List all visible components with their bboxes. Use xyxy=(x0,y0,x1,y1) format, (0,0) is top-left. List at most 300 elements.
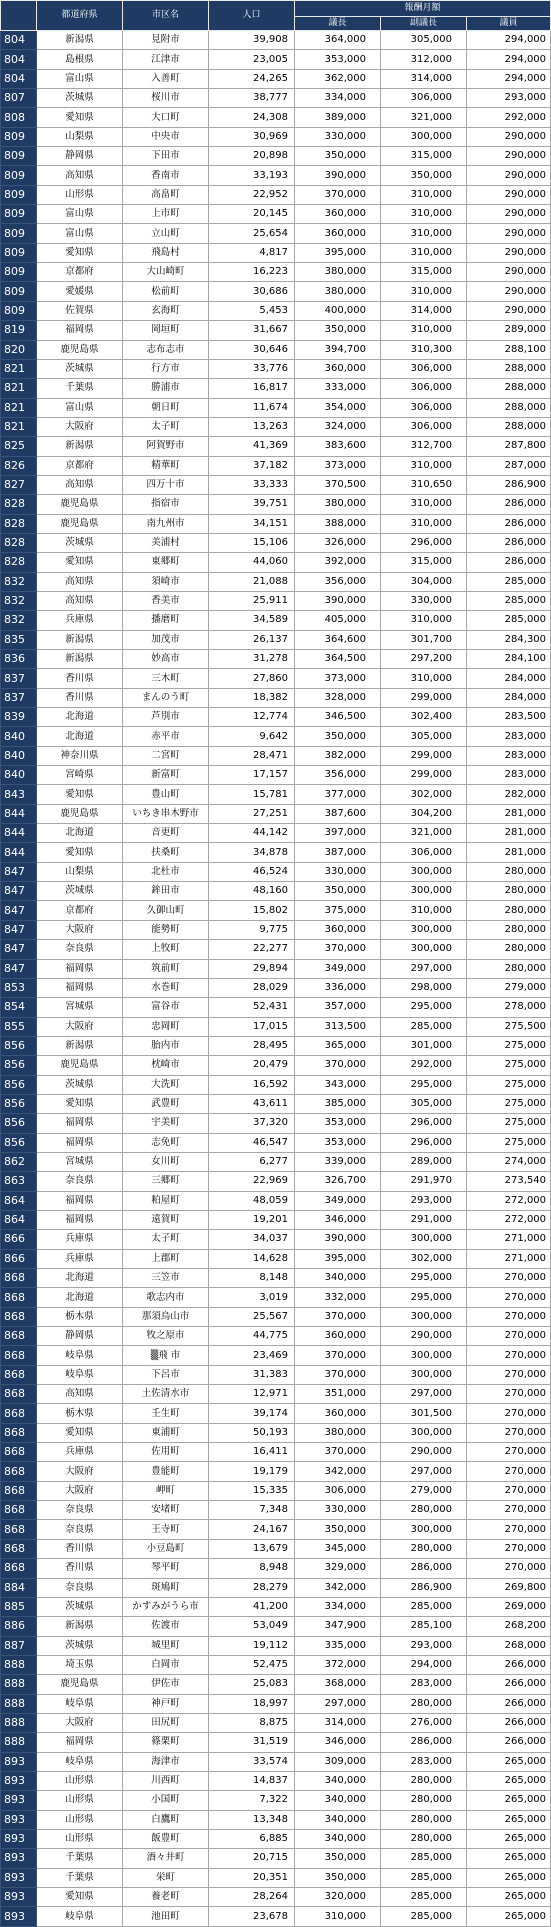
cell-member-pay: 265,000 xyxy=(467,1771,551,1790)
cell-city: 岬町 xyxy=(123,1481,209,1500)
cell-chair-pay: 370,000 xyxy=(295,1346,381,1365)
cell-population: 14,628 xyxy=(209,1249,295,1268)
table-row xyxy=(1,1423,551,1442)
table-row xyxy=(1,1230,551,1249)
cell-rank: 887 xyxy=(1,1636,37,1655)
table-row xyxy=(1,650,551,669)
cell-population: 46,547 xyxy=(209,1133,295,1152)
cell-vice-chair-pay: 285,000 xyxy=(381,1597,467,1616)
cell-prefecture: 福岡県 xyxy=(37,1733,123,1752)
cell-vice-chair-pay: 280,000 xyxy=(381,1810,467,1829)
cell-chair-pay: 334,000 xyxy=(295,1597,381,1616)
cell-member-pay: 284,000 xyxy=(467,688,551,707)
cell-vice-chair-pay: 295,000 xyxy=(381,1269,467,1288)
cell-prefecture: 福岡県 xyxy=(37,1191,123,1210)
cell-rank: 856 xyxy=(1,1075,37,1094)
cell-prefecture: 福岡県 xyxy=(37,321,123,340)
cell-rank: 847 xyxy=(1,862,37,881)
cell-rank: 843 xyxy=(1,785,37,804)
cell-population: 23,469 xyxy=(209,1346,295,1365)
cell-vice-chair-pay: 301,700 xyxy=(381,630,467,649)
cell-population: 3,019 xyxy=(209,1288,295,1307)
cell-rank: 853 xyxy=(1,978,37,997)
table-row xyxy=(1,1172,551,1191)
cell-rank: 809 xyxy=(1,301,37,320)
cell-city: 芦別市 xyxy=(123,708,209,727)
cell-population: 7,348 xyxy=(209,1501,295,1520)
cell-chair-pay: 342,000 xyxy=(295,1578,381,1597)
cell-population: 17,157 xyxy=(209,766,295,785)
cell-vice-chair-pay: 285,000 xyxy=(381,1868,467,1887)
cell-vice-chair-pay: 300,000 xyxy=(381,882,467,901)
cell-vice-chair-pay: 310,000 xyxy=(381,282,467,301)
cell-chair-pay: 370,000 xyxy=(295,1365,381,1384)
cell-member-pay: 270,000 xyxy=(467,1462,551,1481)
cell-prefecture: 愛知県 xyxy=(37,785,123,804)
cell-vice-chair-pay: 306,000 xyxy=(381,89,467,108)
cell-rank: 809 xyxy=(1,127,37,146)
cell-vice-chair-pay: 294,000 xyxy=(381,1655,467,1674)
cell-vice-chair-pay: 312,700 xyxy=(381,437,467,456)
cell-population: 12,774 xyxy=(209,708,295,727)
cell-city: 立山町 xyxy=(123,224,209,243)
cell-member-pay: 266,000 xyxy=(467,1713,551,1732)
cell-chair-pay: 360,000 xyxy=(295,224,381,243)
cell-rank: 836 xyxy=(1,650,37,669)
cell-rank: 844 xyxy=(1,843,37,862)
cell-population: 22,969 xyxy=(209,1172,295,1191)
cell-member-pay: 265,000 xyxy=(467,1907,551,1926)
cell-rank: 868 xyxy=(1,1327,37,1346)
cell-city: 松前町 xyxy=(123,282,209,301)
cell-chair-pay: 370,000 xyxy=(295,1307,381,1326)
cell-vice-chair-pay: 310,300 xyxy=(381,340,467,359)
cell-chair-pay: 400,000 xyxy=(295,301,381,320)
cell-vice-chair-pay: 302,400 xyxy=(381,708,467,727)
cell-population: 25,654 xyxy=(209,224,295,243)
table-row xyxy=(1,572,551,591)
cell-city: 白岡市 xyxy=(123,1655,209,1674)
cell-member-pay: 270,000 xyxy=(467,1559,551,1578)
table-row xyxy=(1,1133,551,1152)
cell-city: 武豊町 xyxy=(123,1094,209,1113)
cell-member-pay: 275,500 xyxy=(467,1017,551,1036)
cell-chair-pay: 370,000 xyxy=(295,1056,381,1075)
table-row xyxy=(1,437,551,456)
cell-member-pay: 272,000 xyxy=(467,1191,551,1210)
cell-rank: 832 xyxy=(1,572,37,591)
cell-chair-pay: 385,000 xyxy=(295,1094,381,1113)
table-row xyxy=(1,147,551,166)
cell-vice-chair-pay: 304,000 xyxy=(381,572,467,591)
cell-city: 小豆島町 xyxy=(123,1539,209,1558)
table-row xyxy=(1,1114,551,1133)
cell-chair-pay: 368,000 xyxy=(295,1675,381,1694)
table-row xyxy=(1,1675,551,1694)
table-row xyxy=(1,862,551,881)
cell-prefecture: 茨城県 xyxy=(37,882,123,901)
cell-member-pay: 290,000 xyxy=(467,185,551,204)
cell-vice-chair-pay: 285,000 xyxy=(381,1849,467,1868)
table-row xyxy=(1,108,551,127)
cell-city: 扶桑町 xyxy=(123,843,209,862)
table-row xyxy=(1,282,551,301)
header-population: 人口 xyxy=(209,1,295,31)
cell-rank: 885 xyxy=(1,1597,37,1616)
table-row xyxy=(1,1210,551,1229)
cell-population: 16,592 xyxy=(209,1075,295,1094)
table-row xyxy=(1,1191,551,1210)
cell-member-pay: 290,000 xyxy=(467,166,551,185)
cell-chair-pay: 353,000 xyxy=(295,50,381,69)
cell-population: 20,715 xyxy=(209,1849,295,1868)
table-row xyxy=(1,1385,551,1404)
cell-rank: 809 xyxy=(1,205,37,224)
cell-prefecture: 高知県 xyxy=(37,572,123,591)
cell-prefecture: 富山県 xyxy=(37,205,123,224)
table-row xyxy=(1,321,551,340)
cell-prefecture: 山梨県 xyxy=(37,127,123,146)
cell-rank: 893 xyxy=(1,1888,37,1907)
cell-population: 28,264 xyxy=(209,1888,295,1907)
table-row xyxy=(1,1849,551,1868)
cell-rank: 868 xyxy=(1,1423,37,1442)
cell-population: 39,908 xyxy=(209,31,295,50)
cell-vice-chair-pay: 300,000 xyxy=(381,1365,467,1384)
cell-prefecture: 鹿児島県 xyxy=(37,495,123,514)
cell-vice-chair-pay: 291,000 xyxy=(381,1210,467,1229)
cell-prefecture: 茨城県 xyxy=(37,1636,123,1655)
cell-prefecture: 大阪府 xyxy=(37,920,123,939)
cell-vice-chair-pay: 306,000 xyxy=(381,843,467,862)
cell-member-pay: 283,500 xyxy=(467,708,551,727)
cell-chair-pay: 350,000 xyxy=(295,1868,381,1887)
cell-prefecture: 栃木県 xyxy=(37,1307,123,1326)
cell-city: 中央市 xyxy=(123,127,209,146)
cell-population: 28,279 xyxy=(209,1578,295,1597)
table-row xyxy=(1,824,551,843)
cell-vice-chair-pay: 302,000 xyxy=(381,1249,467,1268)
table-row xyxy=(1,224,551,243)
cell-member-pay: 280,000 xyxy=(467,959,551,978)
cell-vice-chair-pay: 297,000 xyxy=(381,1385,467,1404)
cell-population: 39,174 xyxy=(209,1404,295,1423)
cell-vice-chair-pay: 315,000 xyxy=(381,553,467,572)
table-row xyxy=(1,166,551,185)
cell-city: 水巻町 xyxy=(123,978,209,997)
cell-rank: 893 xyxy=(1,1829,37,1848)
table-row xyxy=(1,1810,551,1829)
cell-prefecture: 千葉県 xyxy=(37,1849,123,1868)
cell-city: 宇美町 xyxy=(123,1114,209,1133)
table-row xyxy=(1,1655,551,1674)
cell-rank: 868 xyxy=(1,1365,37,1384)
cell-city: 飛島村 xyxy=(123,243,209,262)
cell-chair-pay: 380,000 xyxy=(295,1423,381,1442)
cell-rank: 856 xyxy=(1,1133,37,1152)
cell-prefecture: 山形県 xyxy=(37,185,123,204)
cell-rank: 825 xyxy=(1,437,37,456)
cell-city: 筑前町 xyxy=(123,959,209,978)
cell-chair-pay: 353,000 xyxy=(295,1114,381,1133)
cell-rank: 844 xyxy=(1,804,37,823)
cell-rank: 832 xyxy=(1,611,37,630)
cell-chair-pay: 340,000 xyxy=(295,1791,381,1810)
table-row xyxy=(1,727,551,746)
cell-chair-pay: 395,000 xyxy=(295,1249,381,1268)
table-row xyxy=(1,1501,551,1520)
cell-population: 6,885 xyxy=(209,1829,295,1848)
table-row xyxy=(1,978,551,997)
cell-chair-pay: 364,000 xyxy=(295,31,381,50)
cell-chair-pay: 349,000 xyxy=(295,959,381,978)
cell-chair-pay: 330,000 xyxy=(295,862,381,881)
cell-city: 忠岡町 xyxy=(123,1017,209,1036)
cell-chair-pay: 357,000 xyxy=(295,998,381,1017)
cell-population: 23,678 xyxy=(209,1907,295,1926)
cell-vice-chair-pay: 298,000 xyxy=(381,978,467,997)
cell-city: 大洗町 xyxy=(123,1075,209,1094)
table-row xyxy=(1,1443,551,1462)
cell-vice-chair-pay: 280,000 xyxy=(381,1694,467,1713)
cell-prefecture: 奈良県 xyxy=(37,1578,123,1597)
table-row xyxy=(1,1597,551,1616)
cell-rank: 809 xyxy=(1,282,37,301)
cell-population: 9,642 xyxy=(209,727,295,746)
cell-rank: 864 xyxy=(1,1191,37,1210)
cell-chair-pay: 377,000 xyxy=(295,785,381,804)
cell-chair-pay: 370,000 xyxy=(295,940,381,959)
cell-population: 34,589 xyxy=(209,611,295,630)
cell-population: 18,382 xyxy=(209,688,295,707)
cell-city: 三笠市 xyxy=(123,1269,209,1288)
cell-vice-chair-pay: 314,000 xyxy=(381,301,467,320)
cell-rank: 807 xyxy=(1,89,37,108)
cell-member-pay: 286,000 xyxy=(467,514,551,533)
cell-member-pay: 279,000 xyxy=(467,978,551,997)
cell-vice-chair-pay: 297,000 xyxy=(381,1462,467,1481)
cell-member-pay: 294,000 xyxy=(467,69,551,88)
cell-population: 8,948 xyxy=(209,1559,295,1578)
cell-vice-chair-pay: 306,000 xyxy=(381,379,467,398)
cell-chair-pay: 330,000 xyxy=(295,127,381,146)
cell-prefecture: 愛知県 xyxy=(37,553,123,572)
cell-rank: 868 xyxy=(1,1288,37,1307)
cell-city: いちき串木野市 xyxy=(123,804,209,823)
cell-vice-chair-pay: 350,000 xyxy=(381,166,467,185)
cell-prefecture: 福岡県 xyxy=(37,1133,123,1152)
cell-rank: 888 xyxy=(1,1733,37,1752)
cell-city: 久御山町 xyxy=(123,901,209,920)
cell-vice-chair-pay: 295,000 xyxy=(381,998,467,1017)
cell-prefecture: 大阪府 xyxy=(37,1713,123,1732)
cell-member-pay: 270,000 xyxy=(467,1501,551,1520)
cell-population: 48,160 xyxy=(209,882,295,901)
cell-vice-chair-pay: 305,000 xyxy=(381,1094,467,1113)
cell-member-pay: 288,000 xyxy=(467,417,551,436)
cell-vice-chair-pay: 286,000 xyxy=(381,1559,467,1578)
cell-member-pay: 290,000 xyxy=(467,282,551,301)
table-row xyxy=(1,1907,551,1926)
cell-city: 遠賀町 xyxy=(123,1210,209,1229)
table-row xyxy=(1,1829,551,1848)
cell-population: 41,200 xyxy=(209,1597,295,1616)
cell-member-pay: 293,000 xyxy=(467,89,551,108)
cell-city: 大口町 xyxy=(123,108,209,127)
cell-rank: 893 xyxy=(1,1868,37,1887)
table-row xyxy=(1,340,551,359)
cell-city: 小国町 xyxy=(123,1791,209,1810)
cell-chair-pay: 388,000 xyxy=(295,514,381,533)
cell-population: 46,524 xyxy=(209,862,295,881)
cell-rank: 868 xyxy=(1,1443,37,1462)
cell-vice-chair-pay: 280,000 xyxy=(381,1829,467,1848)
cell-vice-chair-pay: 310,000 xyxy=(381,456,467,475)
cell-city: 妙高市 xyxy=(123,650,209,669)
cell-population: 53,049 xyxy=(209,1617,295,1636)
cell-city: 赤平市 xyxy=(123,727,209,746)
cell-prefecture: 島根県 xyxy=(37,50,123,69)
cell-prefecture: 京都府 xyxy=(37,263,123,282)
header-rank xyxy=(1,1,37,31)
cell-chair-pay: 343,000 xyxy=(295,1075,381,1094)
cell-chair-pay: 353,000 xyxy=(295,1133,381,1152)
table-row xyxy=(1,185,551,204)
cell-member-pay: 270,000 xyxy=(467,1327,551,1346)
cell-city: 東浦町 xyxy=(123,1423,209,1442)
cell-member-pay: 270,000 xyxy=(467,1404,551,1423)
header-member: 議員 xyxy=(467,17,551,31)
cell-rank: 847 xyxy=(1,882,37,901)
cell-vice-chair-pay: 289,000 xyxy=(381,1152,467,1171)
cell-city: 伊佐市 xyxy=(123,1675,209,1694)
cell-population: 34,151 xyxy=(209,514,295,533)
cell-member-pay: 286,000 xyxy=(467,553,551,572)
table-row xyxy=(1,495,551,514)
cell-member-pay: 286,000 xyxy=(467,533,551,552)
cell-rank: 868 xyxy=(1,1385,37,1404)
cell-population: 16,223 xyxy=(209,263,295,282)
cell-member-pay: 288,000 xyxy=(467,398,551,417)
cell-rank: 809 xyxy=(1,224,37,243)
cell-chair-pay: 340,000 xyxy=(295,1810,381,1829)
cell-population: 8,148 xyxy=(209,1269,295,1288)
cell-chair-pay: 387,600 xyxy=(295,804,381,823)
cell-vice-chair-pay: 310,000 xyxy=(381,243,467,262)
cell-vice-chair-pay: 310,650 xyxy=(381,475,467,494)
cell-rank: 884 xyxy=(1,1578,37,1597)
cell-rank: 868 xyxy=(1,1539,37,1558)
cell-member-pay: 270,000 xyxy=(467,1385,551,1404)
table-row xyxy=(1,1094,551,1113)
cell-prefecture: 千葉県 xyxy=(37,1868,123,1887)
cell-rank: 840 xyxy=(1,766,37,785)
cell-vice-chair-pay: 300,000 xyxy=(381,127,467,146)
table-row xyxy=(1,1288,551,1307)
cell-prefecture: 高知県 xyxy=(37,591,123,610)
cell-prefecture: 茨城県 xyxy=(37,359,123,378)
cell-vice-chair-pay: 279,000 xyxy=(381,1481,467,1500)
cell-city: 養老町 xyxy=(123,1888,209,1907)
cell-prefecture: 宮城県 xyxy=(37,1152,123,1171)
cell-population: 15,335 xyxy=(209,1481,295,1500)
cell-chair-pay: 362,000 xyxy=(295,69,381,88)
cell-chair-pay: 346,000 xyxy=(295,1733,381,1752)
cell-rank: 847 xyxy=(1,920,37,939)
cell-rank: 847 xyxy=(1,901,37,920)
cell-chair-pay: 373,000 xyxy=(295,456,381,475)
cell-member-pay: 275,000 xyxy=(467,1114,551,1133)
cell-rank: 868 xyxy=(1,1559,37,1578)
cell-member-pay: 290,000 xyxy=(467,263,551,282)
cell-city: 佐用町 xyxy=(123,1443,209,1462)
cell-prefecture: 香川県 xyxy=(37,1539,123,1558)
table-row xyxy=(1,1075,551,1094)
cell-rank: 893 xyxy=(1,1849,37,1868)
cell-population: 27,251 xyxy=(209,804,295,823)
cell-member-pay: 271,000 xyxy=(467,1249,551,1268)
cell-prefecture: 愛知県 xyxy=(37,843,123,862)
table-row xyxy=(1,359,551,378)
cell-vice-chair-pay: 285,000 xyxy=(381,1888,467,1907)
table-row xyxy=(1,1636,551,1655)
cell-vice-chair-pay: 295,000 xyxy=(381,1288,467,1307)
cell-rank: 893 xyxy=(1,1810,37,1829)
cell-vice-chair-pay: 300,000 xyxy=(381,1230,467,1249)
cell-prefecture: 高知県 xyxy=(37,475,123,494)
cell-city: 池田町 xyxy=(123,1907,209,1926)
cell-rank: 856 xyxy=(1,1094,37,1113)
cell-city: 指宿市 xyxy=(123,495,209,514)
table-row xyxy=(1,785,551,804)
cell-prefecture: 奈良県 xyxy=(37,1520,123,1539)
cell-population: 22,952 xyxy=(209,185,295,204)
cell-chair-pay: 297,000 xyxy=(295,1694,381,1713)
cell-city: 高畠町 xyxy=(123,185,209,204)
cell-member-pay: 288,100 xyxy=(467,340,551,359)
cell-rank: 837 xyxy=(1,688,37,707)
cell-city: 志布志市 xyxy=(123,340,209,359)
table-row xyxy=(1,1346,551,1365)
cell-vice-chair-pay: 300,000 xyxy=(381,1423,467,1442)
cell-member-pay: 275,000 xyxy=(467,1094,551,1113)
cell-prefecture: 兵庫県 xyxy=(37,1249,123,1268)
cell-member-pay: 290,000 xyxy=(467,205,551,224)
cell-city: 佐渡市 xyxy=(123,1617,209,1636)
cell-population: 29,894 xyxy=(209,959,295,978)
cell-vice-chair-pay: 286,000 xyxy=(381,1733,467,1752)
cell-vice-chair-pay: 300,000 xyxy=(381,1307,467,1326)
table-row xyxy=(1,920,551,939)
cell-member-pay: 273,540 xyxy=(467,1172,551,1191)
table-row xyxy=(1,1404,551,1423)
cell-member-pay: 265,000 xyxy=(467,1888,551,1907)
cell-chair-pay: 340,000 xyxy=(295,1771,381,1790)
cell-rank: 819 xyxy=(1,321,37,340)
cell-member-pay: 266,000 xyxy=(467,1675,551,1694)
cell-city: 富谷市 xyxy=(123,998,209,1017)
cell-population: 43,611 xyxy=(209,1094,295,1113)
table-row xyxy=(1,127,551,146)
cell-rank: 809 xyxy=(1,147,37,166)
table-row xyxy=(1,1694,551,1713)
cell-rank: 837 xyxy=(1,669,37,688)
cell-city: 須崎市 xyxy=(123,572,209,591)
cell-population: 26,137 xyxy=(209,630,295,649)
cell-member-pay: 280,000 xyxy=(467,940,551,959)
cell-prefecture: 新潟県 xyxy=(37,437,123,456)
cell-population: 24,308 xyxy=(209,108,295,127)
